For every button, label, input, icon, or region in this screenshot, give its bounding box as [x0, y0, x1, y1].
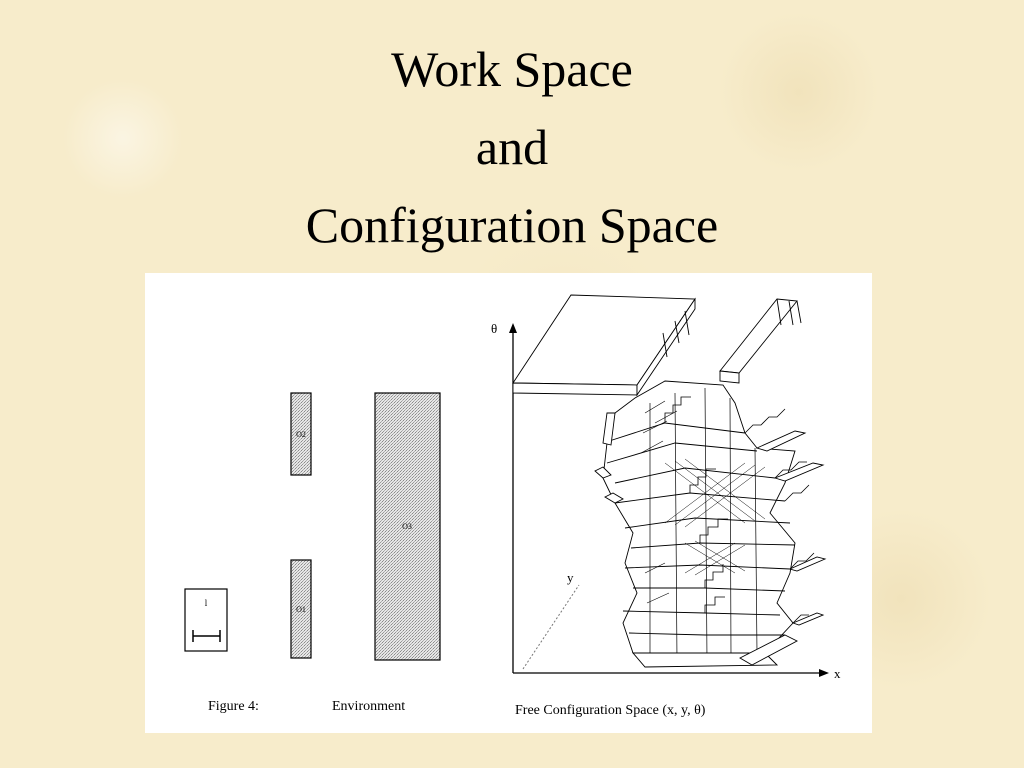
caption-figure-number: Figure 4: [208, 699, 259, 714]
obstacle-o3-label: O3 [402, 522, 412, 531]
theta-axis-label: θ [491, 321, 498, 336]
free-config-space-structure [513, 295, 825, 667]
obstacle-o1-label: O1 [296, 605, 306, 614]
caption-environment: Environment [332, 699, 406, 714]
theta-axis-arrow [509, 323, 517, 333]
x-axis-arrow [819, 669, 829, 677]
environment-diagram [185, 393, 440, 660]
title-line-1: Work Space [391, 41, 633, 97]
x-axis-label: x [834, 666, 841, 681]
obstacle-o2-label: O2 [296, 430, 306, 439]
figure-panel [145, 273, 872, 733]
figure-svg [145, 273, 872, 733]
robot-label: l [204, 598, 208, 608]
title-line-3: Configuration Space [305, 197, 719, 253]
caption-config-space: Free Configuration Space (x, y, θ) [515, 703, 706, 718]
y-axis-label: y [567, 570, 574, 585]
title-line-2: and [475, 119, 549, 175]
slide-title [0, 30, 1024, 264]
y-axis [523, 585, 579, 669]
